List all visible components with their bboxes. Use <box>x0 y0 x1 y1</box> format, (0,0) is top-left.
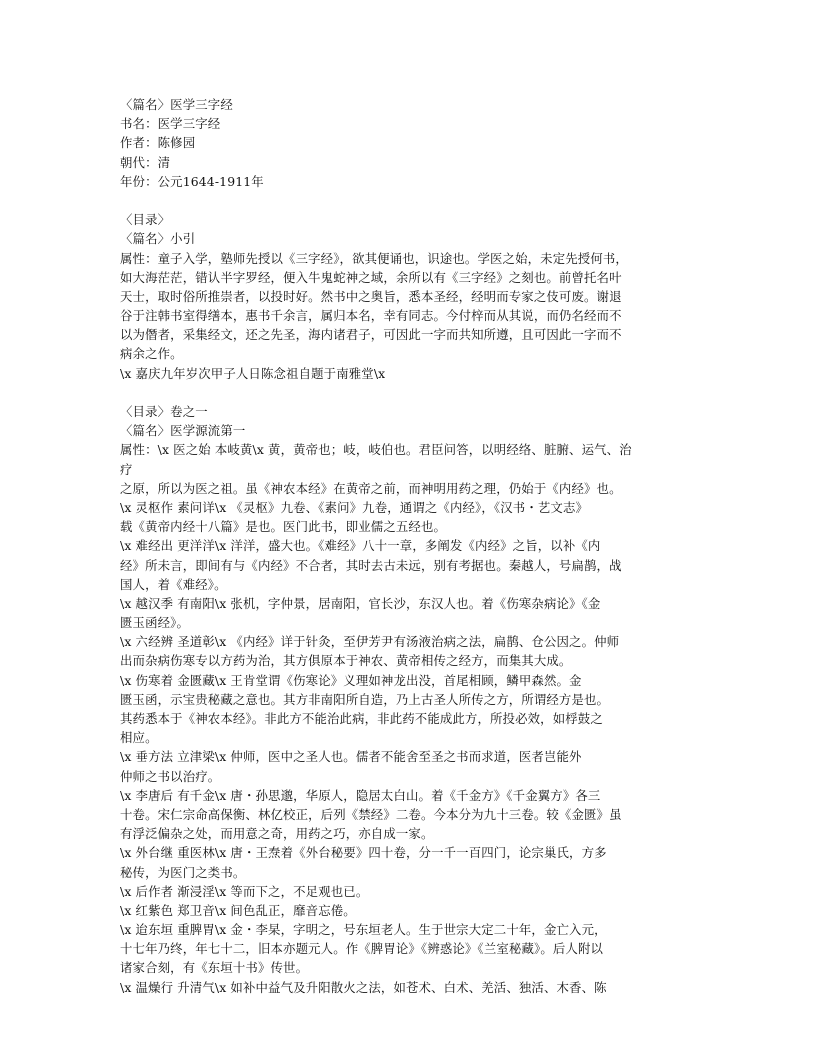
text-line: 其药悉本于《神农本经》。非此方不能治此病，非此药不能成此方，所投必效，如桴鼓之 <box>120 711 603 726</box>
text-line: 属性：\x 医之始 本岐黄\x 黄，黄帝也；岐，岐伯也。君臣问答，以明经络、脏腑、运气、治 <box>120 442 632 458</box>
text-line: 作者：陈修园 <box>120 135 196 151</box>
text-line: 〈目录〉卷之一 <box>120 404 208 419</box>
text-line: 载《黄帝内经十八篇》是也。医门此书，即业儒之五经也。 <box>120 519 447 535</box>
text-line: 〈篇名〉医学源流第一 <box>120 423 246 439</box>
text-line: 〈篇名〉小引 <box>120 231 196 247</box>
text-line: 书名：医学三字经 <box>120 116 221 132</box>
text-line: 十七年乃终，年七十二，旧本亦题元人。作《脾胃论》《辨惑论》《兰室秘藏》。后人附以 <box>120 941 604 957</box>
text-line: 出而杂病伤寒专以方药为治，其方俱原本于神农、黄帝相传之经方，而集其大成。 <box>120 653 572 669</box>
text-line: 匮玉函经》。 <box>120 615 190 631</box>
text-line: \x 六经辨 圣道彰\x 《内经》详于针灸，至伊芳尹有汤液治病之法，扁鹊、仓公因之。仲师 <box>120 634 620 650</box>
text-line: \x 嘉庆九年岁次甲子人日陈念祖自题于南雅堂\x <box>120 365 386 381</box>
blank-line <box>120 191 710 210</box>
text-line: \x 灵枢作 素问详\x 《灵枢》九卷、《素问》九卷，通谓之《内经》，《汉书・艺文志》 <box>120 499 589 515</box>
text-line: \x 后作者 渐浸淫\x 等而下之，不足观也已。 <box>120 883 369 899</box>
text-line: 以为僭者，采集经文，还之先圣，海内诸君子，可因此一字而共知所遵，且可因此一字而不 <box>120 327 622 343</box>
text-line: 属性：童子入学，塾师先授以《三字经》，欲其便诵也，识途也。学医之始，未定先授何书， <box>120 250 628 266</box>
text-line: 相应。 <box>120 730 158 746</box>
meta-block <box>120 95 710 191</box>
text-line: 秘传，为医门之类书。 <box>120 864 246 880</box>
text-line: 〈目录〉 <box>120 212 171 228</box>
text-line: \x 伤寒着 金匮藏\x 王肯堂谓《伤寒论》义理如神龙出没，首尾相顾，鳞甲森然。金 <box>120 672 582 688</box>
text-line: 年份：公元1644-1911年 <box>120 173 264 189</box>
text-line: 经》所未言，即间有与《内经》不合者，其时去古未远，别有考据也。秦越人，号扁鹊，战 <box>120 557 622 573</box>
text-line: \x 温燥行 升清气\x 如补中益气及升阳散火之法，如苍术、白术、羌活、独活、木香、陈 <box>120 979 607 995</box>
text-line: \x 垂方法 立津梁\x 仲师，医中之圣人也。儒者不能舍至圣之书而求道，医者岂能外 <box>120 749 582 765</box>
text-line: 病余之作。 <box>120 346 183 362</box>
text-line: 诸家合刻，有《东垣十书》传世。 <box>120 960 309 976</box>
text-line: \x 外台继 重医林\x 唐・王焘着《外台秘要》四十卷，分一千一百四门，论宗巢氏，方多 <box>120 845 607 861</box>
text-line: 〈篇名〉医学三字经 <box>120 97 233 112</box>
text-line: 之原，所以为医之祖。虽《神农本经》在黄帝之前，而神明用药之理，仍始于《内经》也。 <box>120 480 622 496</box>
text-line: \x 越汉季 有南阳\x 张机，字仲景，居南阳，官长沙，东汉人也。着《伤寒杂病论》《金 <box>120 595 601 611</box>
text-line: 仲师之书以治疗。 <box>120 768 221 784</box>
document-page <box>120 95 710 997</box>
text-line: 谷于注韩书室得缮本，惠书千余言，属归本名，幸有同志。今付梓而从其说，而仍名经而不 <box>120 308 622 324</box>
text-line: \x 迨东垣 重脾胃\x 金・李杲，字明之，号东垣老人。生于世宗大定二十年，金亡入元， <box>120 922 607 938</box>
text-line: \x 难经出 更洋洋\x 洋洋，盛大也。《难经》八十一章，多阐发《内经》之旨，以补《内 <box>120 538 601 554</box>
text-line: \x 红紫色 郑卫音\x 间色乱正，靡音忘倦。 <box>120 902 356 918</box>
text-line: \x 李唐后 有千金\x 唐・孙思邈，华原人，隐居太白山。着《千金方》《千金翼方》各三 <box>120 787 601 803</box>
text-line: 朝代：清 <box>120 154 171 170</box>
text-line: 有浮泛偏杂之处，而用意之奇，用药之巧，亦自成一家。 <box>120 826 434 842</box>
text-line: 十卷。宋仁宗命高保衡、林亿校正，后列《禁经》二卷。今本分为九十三卷。较《金匮》虽 <box>120 806 622 822</box>
preface-block <box>120 210 710 383</box>
text-line: 匮玉函，示宝贵秘藏之意也。其方非南阳所自造，乃上古圣人所传之方，所谓经方是也。 <box>120 691 610 707</box>
blank-line <box>120 383 710 402</box>
chapter-block <box>120 402 710 997</box>
text-line: 国人，着《难经》。 <box>120 576 227 592</box>
text-line: 如大海茫茫，错认半字罗经，便入牛鬼蛇神之域，余所以有《三字经》之刻也。前曾托名叶 <box>120 269 622 285</box>
text-line: 天士，取时俗所推崇者，以投时好。然书中之奥旨，悉本圣经，经明而专家之伎可废。谢退 <box>120 288 622 304</box>
text-line: 疗 <box>120 461 133 477</box>
